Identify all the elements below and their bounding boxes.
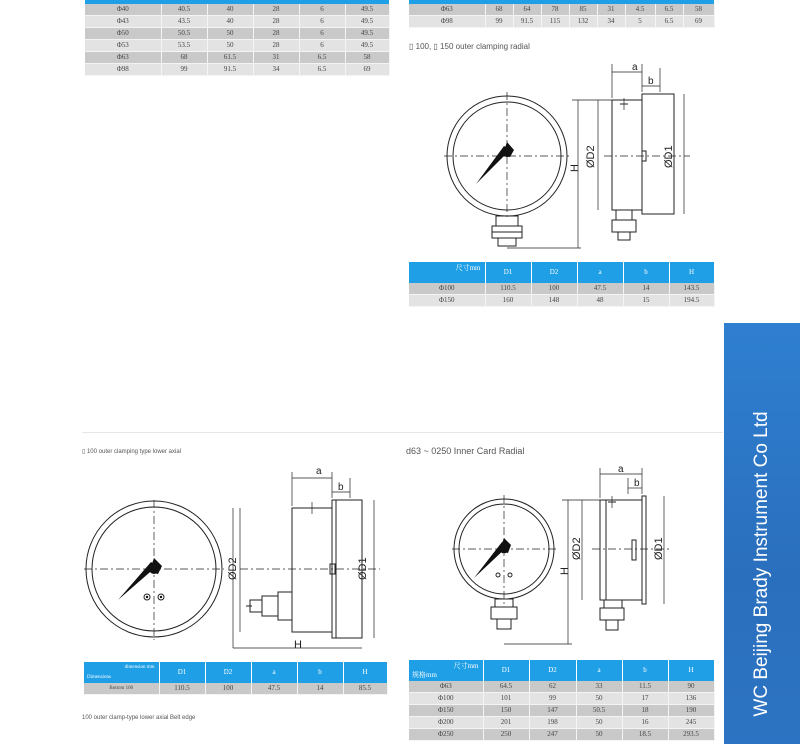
table-cell: 49.5 <box>345 16 389 28</box>
table-cell: 250 <box>483 729 529 741</box>
table-row <box>409 693 714 705</box>
table-cell: 68 <box>161 52 207 64</box>
table-cell: 34 <box>597 16 625 28</box>
table-cell: 160 <box>485 295 531 307</box>
table-cell: 143.5 <box>669 283 714 295</box>
table3-corner-header: 尺寸mm <box>409 262 485 283</box>
table-cell: Φ150 <box>409 705 483 717</box>
table-cell: 14 <box>623 283 669 295</box>
dimension-table-1 <box>85 4 390 76</box>
table-cell: 190 <box>668 705 714 717</box>
table-cell: Φ53 <box>85 40 161 52</box>
table-cell: 85.5 <box>343 683 387 695</box>
table5-col-b: b <box>622 660 668 681</box>
table-cell: Φ100 <box>409 693 483 705</box>
table-row <box>409 717 714 729</box>
table4-corner-header: dimension mm Dimensions <box>84 662 159 683</box>
table-cell: 18 <box>622 705 668 717</box>
table-cell: 69 <box>345 64 389 76</box>
table-cell: 53.5 <box>161 40 207 52</box>
table-cell: 99 <box>161 64 207 76</box>
dim-label-D2-2: ØD2 <box>227 557 239 580</box>
table-cell: Φ43 <box>85 16 161 28</box>
table-cell: 58 <box>345 52 389 64</box>
table-row <box>84 683 387 695</box>
table5-col-a: a <box>576 660 622 681</box>
table-row <box>409 705 714 717</box>
table-cell: 64 <box>513 4 541 16</box>
dim-label-b: b <box>648 76 654 87</box>
table-cell: 6 <box>299 4 345 16</box>
table-cell: 47.5 <box>577 283 623 295</box>
table5-col-D1: D1 <box>483 660 529 681</box>
table-cell: 64.5 <box>483 681 529 693</box>
table3-col-b: b <box>623 262 669 283</box>
table-cell: 47.5 <box>251 683 297 695</box>
table-cell: 40 <box>207 16 253 28</box>
table-cell: 78 <box>541 4 569 16</box>
gauge-drawing-lower-axial <box>84 464 384 656</box>
table-cell: 61.5 <box>207 52 253 64</box>
dimension-table-5 <box>409 660 715 741</box>
dim-label-H: H <box>569 164 581 172</box>
table5-col-H: H <box>668 660 714 681</box>
company-name: WC Beijing Brady Instrument Co Ltd <box>751 411 772 717</box>
table-cell: 40.5 <box>161 4 207 16</box>
dim-label-D1-3: ØD1 <box>653 537 665 560</box>
table-cell: 198 <box>529 717 576 729</box>
table-cell: 31 <box>253 52 299 64</box>
section3-caption: 100 outer clamp-type lower axial Belt edge <box>82 715 196 721</box>
table-row <box>85 64 389 76</box>
table-cell: 50 <box>207 28 253 40</box>
table-cell: 91.5 <box>207 64 253 76</box>
table-cell: 6 <box>299 40 345 52</box>
table-cell: 33 <box>576 681 622 693</box>
table-cell: 6 <box>299 28 345 40</box>
gauge-drawing-radial-outer-clamp <box>440 58 700 253</box>
table-cell: 34 <box>253 64 299 76</box>
table-cell: 110.5 <box>485 283 531 295</box>
table-cell: 6.5 <box>299 64 345 76</box>
gauge-drawing-inner-card-radial <box>452 460 678 652</box>
dimension-table-4 <box>84 662 388 695</box>
dim-label-b-2: b <box>338 482 344 493</box>
table-cell: 14 <box>297 683 343 695</box>
table-cell: 194.5 <box>669 295 714 307</box>
section2-caption: ▯ 100 outer clamping type lower axial <box>82 449 182 455</box>
dim-label-D2-3: ØD2 <box>571 537 583 560</box>
table-cell: Φ98 <box>409 16 485 28</box>
table-cell: Φ200 <box>409 717 483 729</box>
dim-label-a-2: a <box>316 466 322 477</box>
table-cell: 6 <box>299 16 345 28</box>
table-cell: 100 <box>205 683 251 695</box>
table-cell: 40 <box>207 4 253 16</box>
table-cell: 50 <box>576 729 622 741</box>
table-cell: 99 <box>485 16 513 28</box>
table-cell: 18.5 <box>622 729 668 741</box>
dim-label-a: a <box>632 62 638 73</box>
table-cell: 110.5 <box>159 683 205 695</box>
table4-col-H: H <box>343 662 387 683</box>
dim-label-a-3: a <box>618 464 624 475</box>
table-cell: 62 <box>529 681 576 693</box>
table3-col-H: H <box>669 262 714 283</box>
table-cell: Φ63 <box>409 4 485 16</box>
table-cell: 50 <box>207 40 253 52</box>
table-cell: 201 <box>483 717 529 729</box>
table-cell: Φ100 <box>409 283 485 295</box>
table4-col-a: a <box>251 662 297 683</box>
table-cell: 6.5 <box>299 52 345 64</box>
table-cell: 115 <box>541 16 569 28</box>
table-cell: 5 <box>625 16 655 28</box>
dim-label-D1: ØD1 <box>663 145 675 168</box>
dim-label-D1-2: ØD1 <box>357 557 369 580</box>
table-cell: 31 <box>597 4 625 16</box>
table-cell: 43.5 <box>161 16 207 28</box>
table-cell: 49.5 <box>345 40 389 52</box>
table-cell: 247 <box>529 729 576 741</box>
table-cell: 28 <box>253 40 299 52</box>
table-cell: Bottom 100 <box>84 683 159 695</box>
table-cell: 99 <box>529 693 576 705</box>
table-cell: 58 <box>683 4 714 16</box>
table-cell: 293.5 <box>668 729 714 741</box>
section-divider <box>82 432 723 433</box>
table3-col-D1: D1 <box>485 262 531 283</box>
table4-col-D2: D2 <box>205 662 251 683</box>
table-cell: 147 <box>529 705 576 717</box>
table-cell: 49.5 <box>345 28 389 40</box>
table3-col-a: a <box>577 262 623 283</box>
table4-col-D1: D1 <box>159 662 205 683</box>
table-cell: Φ63 <box>409 681 483 693</box>
table-row <box>85 40 389 52</box>
table-cell: 136 <box>668 693 714 705</box>
table-cell: 48 <box>577 295 623 307</box>
table-cell: 28 <box>253 4 299 16</box>
table-cell: 68 <box>485 4 513 16</box>
table-cell: 11.5 <box>622 681 668 693</box>
table-cell: 100 <box>531 283 577 295</box>
table-cell: Φ50 <box>85 28 161 40</box>
table-row <box>85 16 389 28</box>
table-row <box>409 283 714 295</box>
dim-label-H-3: H <box>559 567 571 575</box>
table-row <box>409 4 714 16</box>
dimension-table-3 <box>409 262 715 307</box>
table-cell: 4.5 <box>625 4 655 16</box>
table-cell: 50 <box>576 693 622 705</box>
table-cell: Φ250 <box>409 729 483 741</box>
table-cell: 16 <box>622 717 668 729</box>
table-cell: 50 <box>576 717 622 729</box>
table-cell: 49.5 <box>345 4 389 16</box>
table-cell: 90 <box>668 681 714 693</box>
table-cell: Φ63 <box>85 52 161 64</box>
table-cell: Φ150 <box>409 295 485 307</box>
section1-caption: ▯ 100, ▯ 150 outer clamping radial <box>409 42 530 51</box>
table-cell: 245 <box>668 717 714 729</box>
table-row <box>409 16 714 28</box>
table-cell: 28 <box>253 28 299 40</box>
table-cell: 148 <box>531 295 577 307</box>
table-cell: 132 <box>569 16 597 28</box>
table-cell: 15 <box>623 295 669 307</box>
table-row <box>409 729 714 741</box>
table-row <box>409 295 714 307</box>
table-cell: 91.5 <box>513 16 541 28</box>
table4-col-b: b <box>297 662 343 683</box>
table-row <box>409 681 714 693</box>
table-cell: 6.5 <box>655 4 683 16</box>
table-cell: 101 <box>483 693 529 705</box>
table-cell: 50.5 <box>161 28 207 40</box>
section4-caption: d63 ~ 0250 Inner Card Radial <box>406 446 525 456</box>
table-cell: Φ40 <box>85 4 161 16</box>
table-row <box>85 28 389 40</box>
table5-col-D2: D2 <box>529 660 576 681</box>
dim-label-b-3: b <box>634 478 640 489</box>
table-cell: 28 <box>253 16 299 28</box>
table-row <box>85 4 389 16</box>
table3-col-D2: D2 <box>531 262 577 283</box>
table-cell: 6.5 <box>655 16 683 28</box>
table5-corner-header: 尺寸mm 规格mm <box>409 660 483 681</box>
table-cell: 69 <box>683 16 714 28</box>
table-cell: 50.5 <box>576 705 622 717</box>
dim-label-H-2: H <box>294 639 302 651</box>
dimension-table-2 <box>409 4 715 28</box>
table-cell: 17 <box>622 693 668 705</box>
table-cell: Φ98 <box>85 64 161 76</box>
table-cell: 85 <box>569 4 597 16</box>
table-cell: 150 <box>483 705 529 717</box>
dim-label-D2: ØD2 <box>585 145 597 168</box>
table-row <box>85 52 389 64</box>
